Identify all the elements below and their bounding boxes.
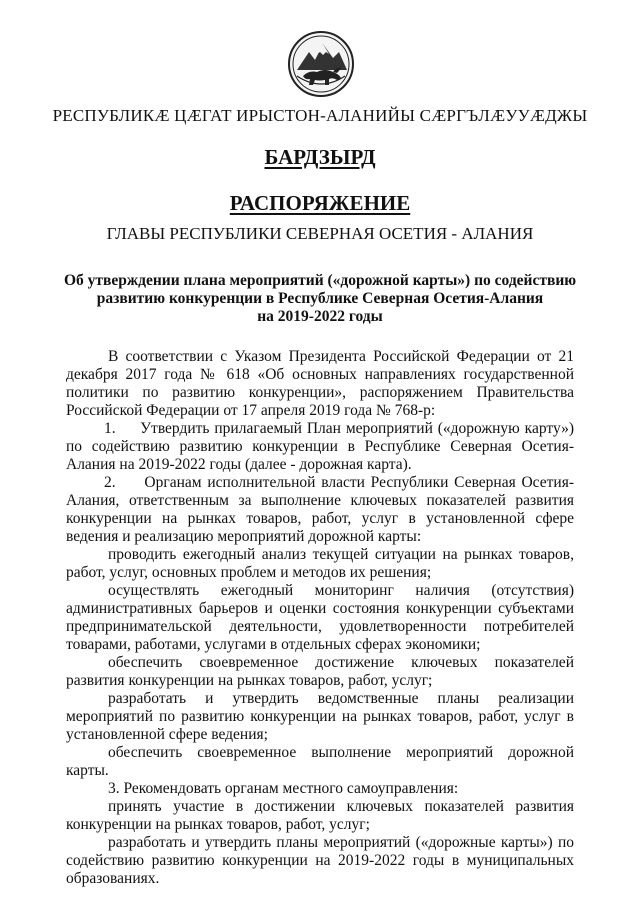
- document-subject: [64, 272, 576, 326]
- body-paragraph-preamble: В соответствии с Указом Президента Российской Федерации от 21 декабря 2017 года № 618 «Об основных направлениях государственной политики по развитию конкуренции», распоряжением Правительства Российской Федерации от 17 апреля 2019 года № 768-р:: [66, 348, 574, 419]
- body-paragraph-item-3: 3. Рекомендовать органам местного самоуправления:: [108, 780, 459, 797]
- body-paragraph-subitem: разработать и утвердить ведомственные планы реализации мероприятий по развитию конкуренции на рынках товаров, работ, услуг в установленной сфере ведения;: [66, 690, 574, 743]
- document-type-ossetian: БАРДЗЫРД: [264, 145, 376, 169]
- republic-coat-of-arms-icon: [287, 30, 355, 98]
- body-paragraph-subitem: принять участие в достижении ключевых показателей развития конкуренции на рынках товаров, работ, услуг;: [66, 798, 574, 833]
- subject-line: развитию конкуренции в Республике Северная Осетия-Алания: [96, 290, 544, 307]
- body-paragraph-subitem: обеспечить своевременное выполнение мероприятий дорожной карты.: [66, 744, 574, 779]
- subject-line: Об утверждении плана мероприятий («дорожной карты») по содействию: [64, 272, 577, 289]
- issuer-title: ГЛАВЫ РЕСПУБЛИКИ СЕВЕРНАЯ ОСЕТИЯ - АЛАНИЯ: [106, 224, 534, 243]
- body-paragraph-subitem: разработать и утвердить планы мероприятий («дорожные карты») по содействию развитию конкуренции на 2019-2022 годы в муниципальных образованиях.: [66, 834, 574, 887]
- body-paragraph-subitem: обеспечить своевременное достижение ключевых показателей развития конкуренции на рынках товаров, работ, услуг;: [66, 654, 574, 689]
- body-paragraph-subitem: осуществлять ежегодный мониторинг наличия (отсутствия) административных барьеров и оценки состояния конкуренции субъектами предпринимательской деятельности, удовлетворенности потребителей товарами, работами, услугами в отдельных сферах экономики;: [66, 582, 574, 653]
- document-type-russian: РАСПОРЯЖЕНИЕ: [229, 191, 411, 215]
- body-paragraph-item-1: 1. Утвердить прилагаемый План мероприятий («дорожную карту») по содействию развитию конкуренции в Республике Северная Осетия-Алания на 2019-2022 годы (далее - дорожная карта).: [66, 420, 574, 473]
- document-body: [66, 348, 574, 888]
- body-paragraph-item-2: 2. Органам исполнительной власти Республики Северная Осетия-Алания, ответственным за выполнение ключевых показателей развития конкуренции на рынках товаров, работ, услуг в установленной сфере ведения и реализацию мероприятий дорожной карты:: [66, 474, 574, 545]
- republic-name-ossetian: РЕСПУБЛИКӔ ЦӔГАТ ИРЫСТОН-АЛАНИЙЫ СӔРГЪЛӔУУӔДЖЫ: [52, 106, 588, 125]
- body-paragraph-subitem: проводить ежегодный анализ текущей ситуации на рынках товаров, работ, услуг, основных проблем и методов их решения;: [66, 546, 574, 581]
- subject-line: на 2019-2022 годы: [257, 308, 383, 325]
